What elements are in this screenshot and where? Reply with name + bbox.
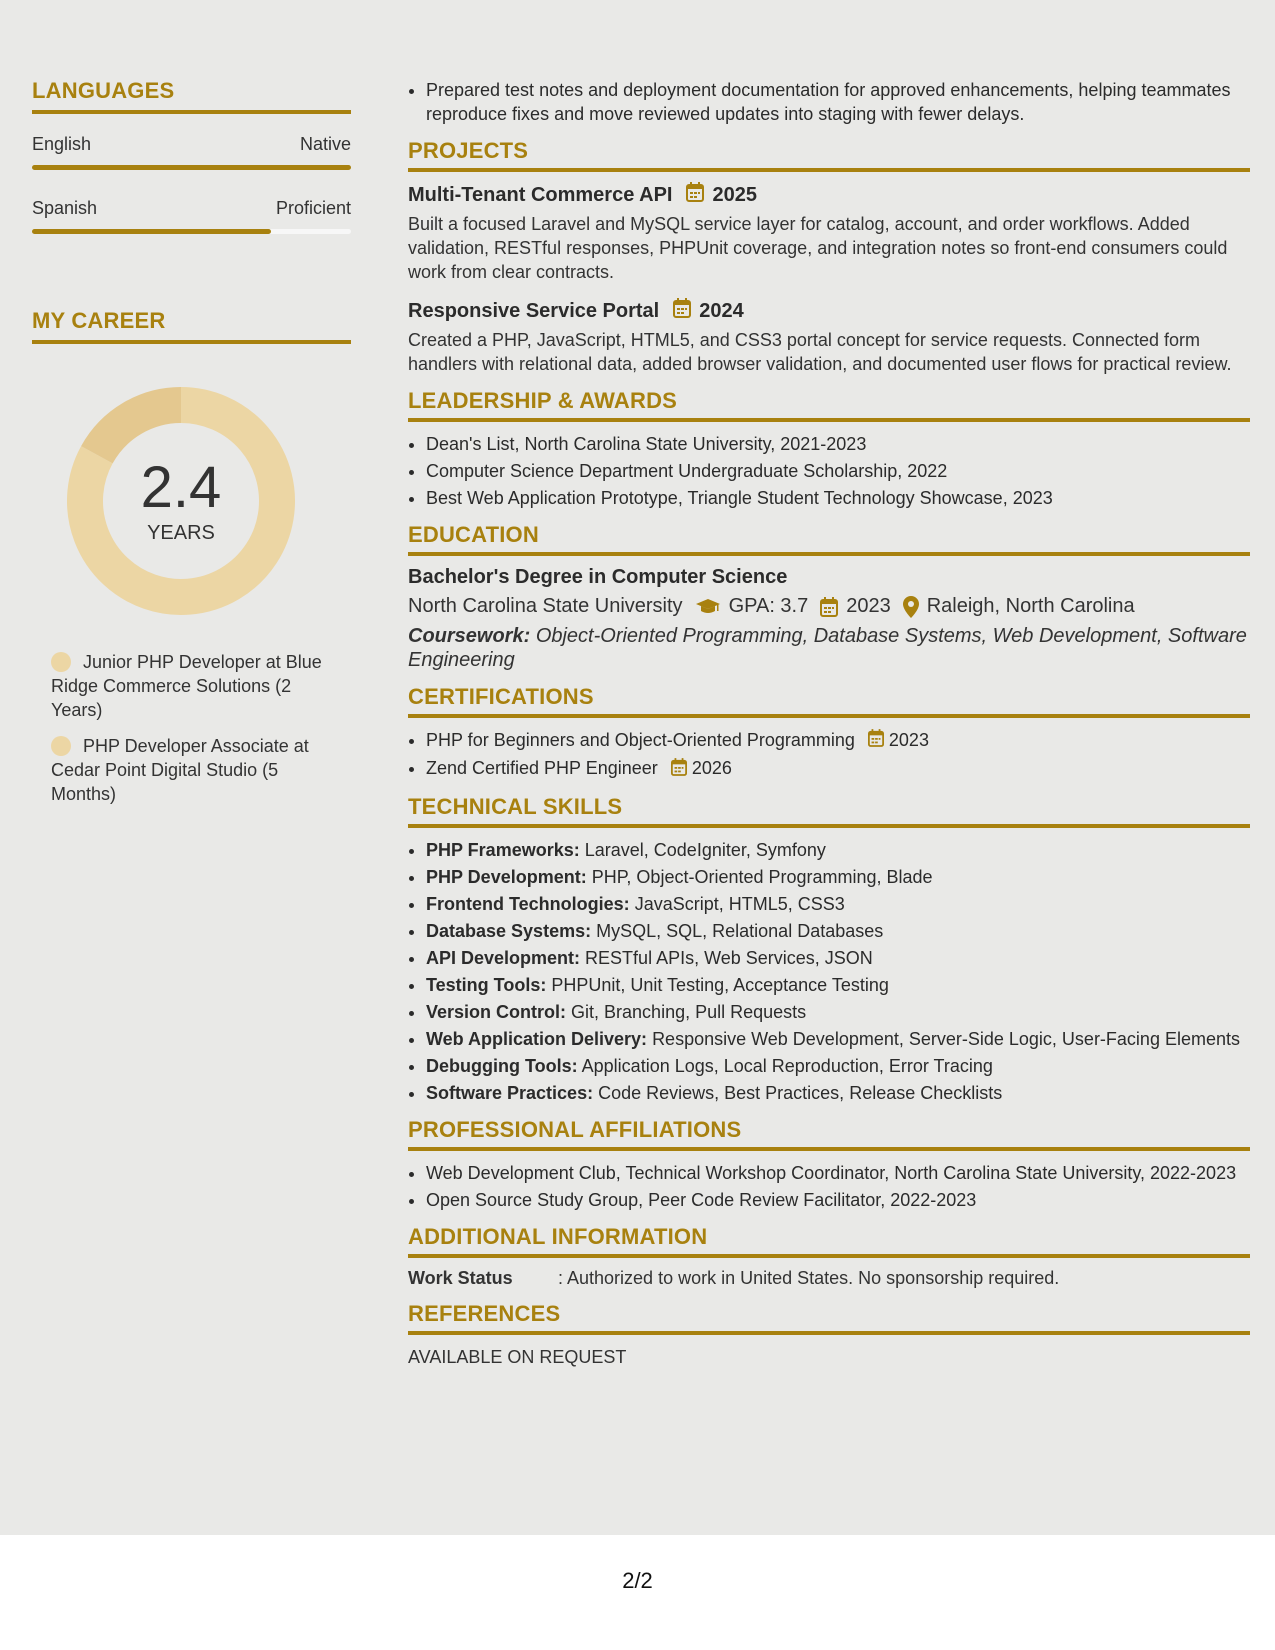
skills-title: TECHNICAL SKILLS [408, 794, 1250, 828]
skill-label: Web Application Delivery: [426, 1028, 648, 1049]
skill-value: Application Logs, Local Reproduction, Error Tracing [581, 1055, 993, 1076]
skill-value: Laravel, CodeIgniter, Symfony [584, 839, 826, 860]
degree-title: Bachelor's Degree in Computer Science [408, 566, 788, 588]
education-section [408, 522, 1250, 672]
skill-item [426, 892, 1250, 916]
skill-label: Version Control: [426, 1001, 567, 1022]
graduation-cap-icon [695, 598, 721, 616]
skill-value: Code Reviews, Best Practices, Release Checklists [598, 1082, 1003, 1103]
skill-value: Git, Branching, Pull Requests [571, 1001, 807, 1022]
coursework [408, 624, 1250, 672]
skill-item [426, 865, 1250, 889]
affiliations-section [408, 1117, 1250, 1212]
certification-item [426, 728, 1250, 753]
skill-label: PHP Frameworks: [426, 839, 580, 860]
project-year: 2025 [712, 183, 757, 206]
skill-item [426, 946, 1250, 970]
skill-value: PHPUnit, Unit Testing, Acceptance Testing [551, 974, 889, 995]
skill-value: JavaScript, HTML5, CSS3 [634, 893, 845, 914]
skill-label: Debugging Tools: [426, 1055, 578, 1076]
list-item: • Computer Science Department Undergraduate Scholarship, 2022 [426, 459, 1250, 483]
calendar-icon [671, 758, 687, 782]
language-level: Native [299, 134, 351, 154]
coursework-label: Coursework: [408, 625, 531, 647]
skill-item [426, 838, 1250, 862]
list-item: • Best Web Application Prototype, Triangle Student Technology Showcase, 2023 [426, 486, 1250, 510]
main-content [408, 78, 1250, 1369]
legend-dot-icon [51, 652, 71, 672]
project-name: Responsive Service Portal [408, 299, 660, 322]
list-item: • Dean's List, North Carolina State University, 2021-2023 [426, 432, 1250, 456]
language-bar [32, 165, 351, 170]
location-pin-icon [903, 596, 919, 618]
skill-item [426, 1054, 1250, 1078]
project-heading [408, 298, 1250, 324]
project-description: Built a focused Laravel and MySQL service layer for catalog, account, and order workflows. Added validation, RESTful responses, PHPUnit coverage, and integration notes so front-end consumers could work from clear contracts. [408, 214, 1228, 282]
certification-item [426, 756, 1250, 781]
language-bar-fill [32, 165, 351, 170]
skill-label: Database Systems: [426, 920, 592, 941]
certifications-title: CERTIFICATIONS [408, 684, 1250, 718]
education-details [408, 595, 1250, 618]
language-bar [32, 229, 351, 234]
project-year: 2024 [699, 299, 744, 322]
additional-section [408, 1224, 1250, 1289]
skill-value: PHP, Object-Oriented Programming, Blade [591, 866, 933, 887]
career-donut-chart [66, 386, 296, 616]
calendar-icon [686, 182, 704, 208]
graduation-year: 2023 [846, 595, 891, 617]
language-name: English [32, 134, 92, 154]
skill-label: Testing Tools: [426, 974, 547, 995]
language-level: Proficient [275, 198, 351, 218]
references-section [408, 1301, 1250, 1369]
list-item: • Open Source Study Group, Peer Code Review Facilitator, 2022-2023 [426, 1188, 1250, 1212]
language-item [32, 198, 351, 234]
certification-name: PHP for Beginners and Object-Oriented Programming [426, 730, 855, 750]
leadership-section [408, 388, 1250, 510]
career-total-unit: YEARS [147, 522, 215, 544]
calendar-icon [868, 729, 884, 753]
projects-title: PROJECTS [408, 138, 1250, 172]
gpa: GPA: 3.7 [728, 595, 809, 617]
skill-label: Software Practices: [426, 1082, 594, 1103]
language-bar-fill [32, 229, 271, 234]
coursework-list: Object-Oriented Programming, Database Systems, Web Development, Software Engineering [408, 625, 1247, 671]
work-status-label: Work Status [408, 1267, 513, 1288]
skill-value: MySQL, SQL, Relational Databases [596, 920, 884, 941]
legend-label: PHP Developer Associate at Cedar Point Digital Studio (5 Months) [51, 736, 309, 804]
certification-name: Zend Certified PHP Engineer [426, 758, 658, 779]
skill-value: RESTful APIs, Web Services, JSON [585, 947, 873, 968]
work-status-row [408, 1268, 1250, 1289]
affiliations-title: PROFESSIONAL AFFILIATIONS [408, 1117, 1250, 1151]
references-text: AVAILABLE ON REQUEST [408, 1346, 627, 1367]
page-number: 2/2 [622, 1568, 653, 1593]
skill-label: API Development: [426, 947, 581, 968]
project-name: Multi-Tenant Commerce API [408, 183, 673, 206]
skill-item [426, 919, 1250, 943]
certifications-section [408, 684, 1250, 782]
career-total-value: 2.4 [140, 455, 222, 520]
education-title: EDUCATION [408, 522, 1250, 556]
project-heading [408, 182, 1250, 208]
calendar-icon [673, 298, 691, 324]
list-item: • Web Development Club, Technical Workshop Coordinator, North Carolina State University, 2022-2023 [426, 1161, 1250, 1185]
skill-item [426, 1081, 1250, 1105]
skill-item [426, 1000, 1250, 1024]
legend-label: Junior PHP Developer at Blue Ridge Commerce Solutions (2 Years) [51, 652, 322, 720]
language-name: Spanish [32, 198, 98, 218]
certification-year: 2026 [691, 758, 732, 779]
school-name: North Carolina State University [408, 595, 683, 617]
experience-bullets [408, 78, 1250, 126]
leadership-title: LEADERSHIP & AWARDS [408, 388, 1250, 422]
projects-section [408, 138, 1250, 376]
career-legend [51, 650, 341, 806]
languages-title: LANGUAGES [32, 78, 351, 114]
certification-year: 2023 [888, 730, 929, 750]
additional-title: ADDITIONAL INFORMATION [408, 1224, 1250, 1258]
work-status-value: : Authorized to work in United States. No sponsorship required. [558, 1267, 1060, 1288]
sidebar [32, 78, 351, 818]
skill-label: PHP Development: [426, 866, 587, 887]
project-description: Created a PHP, JavaScript, HTML5, and CSS3 portal concept for service requests. Connected form handlers with relational data, added browser validation, and documented user flows for practical review. [408, 330, 1232, 374]
skill-label: Frontend Technologies: [426, 893, 630, 914]
skill-item [426, 1027, 1250, 1051]
skills-section [408, 794, 1250, 1105]
list-item: • Prepared test notes and deployment documentation for approved enhancements, helping teammates reproduce fixes and move reviewed updates into staging with fewer delays. [426, 78, 1250, 126]
career-title: MY CAREER [32, 308, 351, 344]
language-item [32, 134, 351, 170]
legend-dot-icon [51, 736, 71, 756]
donut-segment [97, 405, 181, 455]
skill-value: Responsive Web Development, Server-Side Logic, User-Facing Elements [652, 1028, 1240, 1049]
school-location: Raleigh, North Carolina [926, 595, 1135, 617]
legend-item [51, 734, 341, 806]
references-title: REFERENCES [408, 1301, 1250, 1335]
calendar-icon [820, 597, 838, 617]
legend-item [51, 650, 341, 722]
skill-item [426, 973, 1250, 997]
